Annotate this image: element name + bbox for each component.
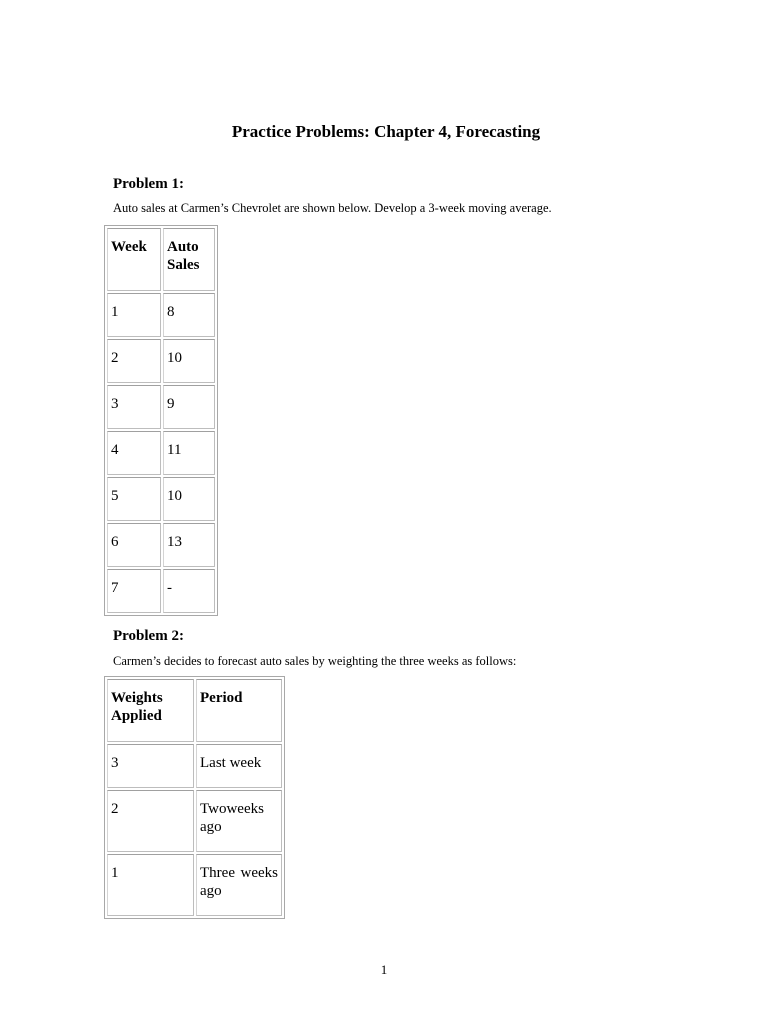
week-cell: 4 [107, 431, 161, 475]
column-header-week: Week [107, 228, 161, 291]
sales-cell: 9 [163, 385, 215, 429]
weights-table [104, 676, 285, 919]
column-header-period: Period [196, 679, 282, 742]
sales-cell: 10 [163, 477, 215, 521]
sales-cell: 11 [163, 431, 215, 475]
column-header-auto-sales: Auto Sales [163, 228, 215, 291]
page-number: 1 [380, 962, 388, 977]
auto-sales-table [104, 225, 218, 616]
week-cell: 5 [107, 477, 161, 521]
week-cell: 2 [107, 339, 161, 383]
table-row [107, 569, 215, 613]
sales-cell: 8 [163, 293, 215, 337]
week-cell: 6 [107, 523, 161, 567]
document-title: Practice Problems: Chapter 4, Forecasting [231, 122, 541, 141]
period-cell: Twoweeks ago [196, 790, 282, 852]
table-header-row [107, 679, 282, 742]
week-cell: 3 [107, 385, 161, 429]
sales-cell: 13 [163, 523, 215, 567]
period-cell: Three weeks ago [196, 854, 282, 916]
period-cell: Last week [196, 744, 282, 788]
table-row [107, 523, 215, 567]
week-cell: 1 [107, 293, 161, 337]
problem-1-heading: Problem 1: [113, 176, 184, 192]
table-row [107, 385, 215, 429]
weight-cell: 1 [107, 854, 194, 916]
weight-cell: 2 [107, 790, 194, 852]
table-row [107, 431, 215, 475]
table-row [107, 339, 215, 383]
table-row [107, 854, 282, 916]
problem-1-description: Auto sales at Carmen’s Chevrolet are shown below. Develop a 3-week moving average. [113, 201, 552, 215]
sales-cell: - [163, 569, 215, 613]
week-cell: 7 [107, 569, 161, 613]
table-row [107, 744, 282, 788]
problem-2-heading: Problem 2: [113, 628, 184, 644]
weight-cell: 3 [107, 744, 194, 788]
table-row [107, 790, 282, 852]
table-row [107, 293, 215, 337]
sales-cell: 10 [163, 339, 215, 383]
table-row [107, 477, 215, 521]
column-header-weights-applied: Weights Applied [107, 679, 194, 742]
problem-2-description: Carmen’s decides to forecast auto sales by weighting the three weeks as follows: [113, 654, 517, 668]
table-header-row [107, 228, 215, 291]
